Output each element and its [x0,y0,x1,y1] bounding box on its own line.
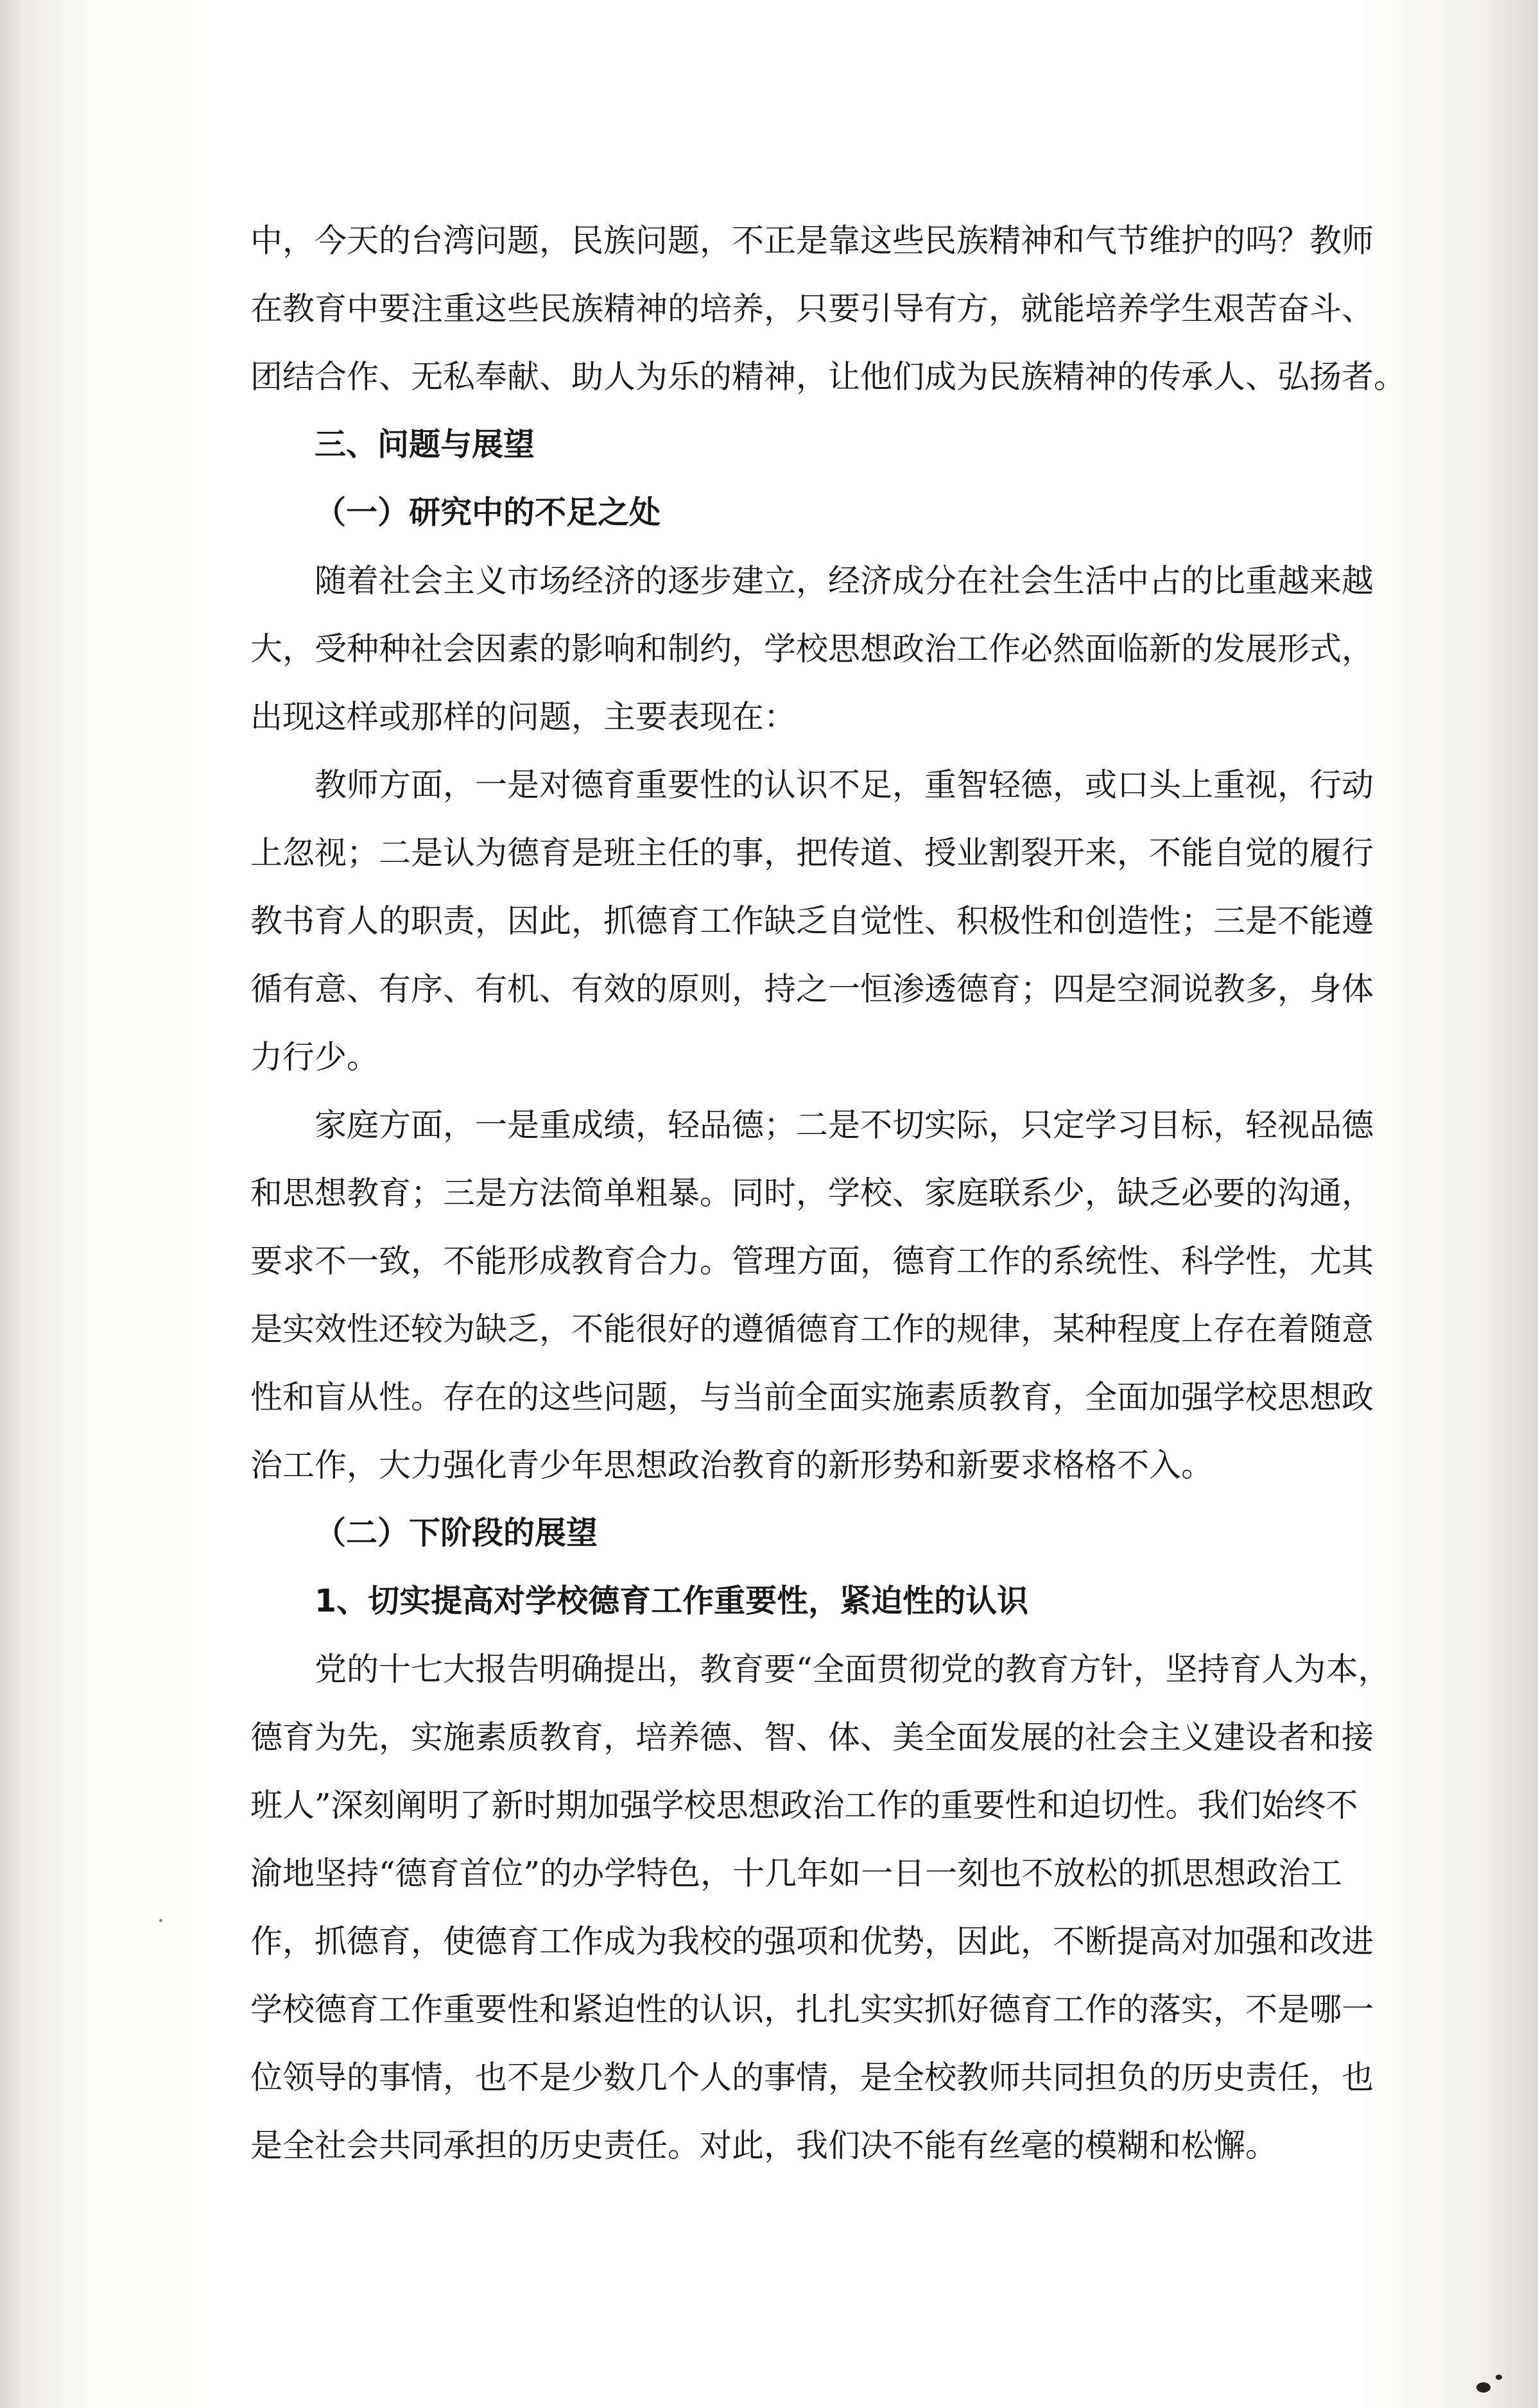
text-line: 家庭方面，一是重成绩，轻品德；二是不切实际，只定学习目标，轻视品德 [315,1106,1374,1144]
text-line: 渝地坚持“德育首位”的办学特色，十几年如一日一刻也不放松的抓思想政治工 [250,1855,1343,1892]
text-line: 在教育中要注重这些民族精神的培养，只要引导有方，就能培养学生艰苦奋斗、 [250,290,1374,327]
text-line: 团结合作、无私奉献、助人为乐的精神，让他们成为民族精神的传承人、弘扬者。 [250,358,1406,395]
text-line: 出现这样或那样的问题，主要表现在： [250,698,796,735]
text-line: 大，受种种社会因素的影响和制约，学校思想政治工作必然面临新的发展形式， [250,630,1374,667]
text-line: 教师方面，一是对德育重要性的认识不足，重智轻德，或口头上重视，行动 [315,766,1374,804]
text-line: 学校德育工作重要性和紧迫性的认识，扎扎实实抓好德育工作的落实，不是哪一 [250,1991,1374,2028]
text-line: 上忽视；二是认为德育是班主任的事，把传道、授业割裂开来，不能自觉的履行 [250,834,1374,872]
text-line: 是全社会共同承担的历史责任。对此，我们决不能有丝毫的模糊和松懈。 [250,2127,1277,2164]
text-line: 中，今天的台湾问题，民族问题，不正是靠这些民族精神和气节维护的吗？教师 [250,222,1374,259]
text-line: 党的十七大报告明确提出，教育要“全面贯彻党的教育方针，坚持育人为本， [315,1651,1390,1688]
ink-speck [159,1919,162,1922]
ink-speck [1496,2375,1502,2380]
section-heading: 三、问题与展望 [315,426,535,463]
text-line: 德育为先，实施素质教育，培养德、智、体、美全面发展的社会主义建设者和接 [250,1719,1374,1756]
ink-speck [1476,2382,1490,2393]
text-line: 力行少。 [250,1038,379,1076]
text-line: 治工作，大力强化青少年思想政治教育的新形势和新要求格格不入。 [250,1447,1213,1484]
text-line: 作，抓德育，使德育工作成为我校的强项和优势，因此，不断提高对加强和改进 [250,1923,1374,1960]
text-line: 和思想教育；三是方法简单粗暴。同时，学校、家庭联系少，缺乏必要的沟通， [250,1174,1374,1212]
text-line: 随着社会主义市场经济的逐步建立，经济成分在社会生活中占的比重越来越 [315,562,1374,599]
text-line: 教书育人的职责，因此，抓德育工作缺乏自觉性、积极性和创造性；三是不能遵 [250,902,1374,940]
body-text [250,207,1406,2180]
section-heading: （一）研究中的不足之处 [315,494,661,531]
section-heading: （二）下阶段的展望 [315,1515,598,1551]
text-line: 班人”深刻阐明了新时期加强学校思想政治工作的重要性和迫切性。我们始终不 [250,1787,1358,1824]
text-line: 循有意、有序、有机、有效的原则，持之一恒渗透德育；四是空洞说教多，身体 [250,970,1374,1008]
text-line: 性和盲从性。存在的这些问题，与当前全面实施素质教育，全面加强学校思想政 [250,1379,1374,1416]
text-line: 要求不一致，不能形成教育合力。管理方面，德育工作的系统性、科学性，尤其 [250,1243,1374,1280]
text-line: 是实效性还较为缺乏，不能很好的遵循德育工作的规律，某种程度上存在着随意 [250,1311,1374,1348]
section-heading: 1、切实提高对学校德育工作重要性，紧迫性的认识 [315,1583,1029,1619]
text-line: 位领导的事情，也不是少数几个人的事情，是全校教师共同担负的历史责任，也 [250,2059,1374,2096]
